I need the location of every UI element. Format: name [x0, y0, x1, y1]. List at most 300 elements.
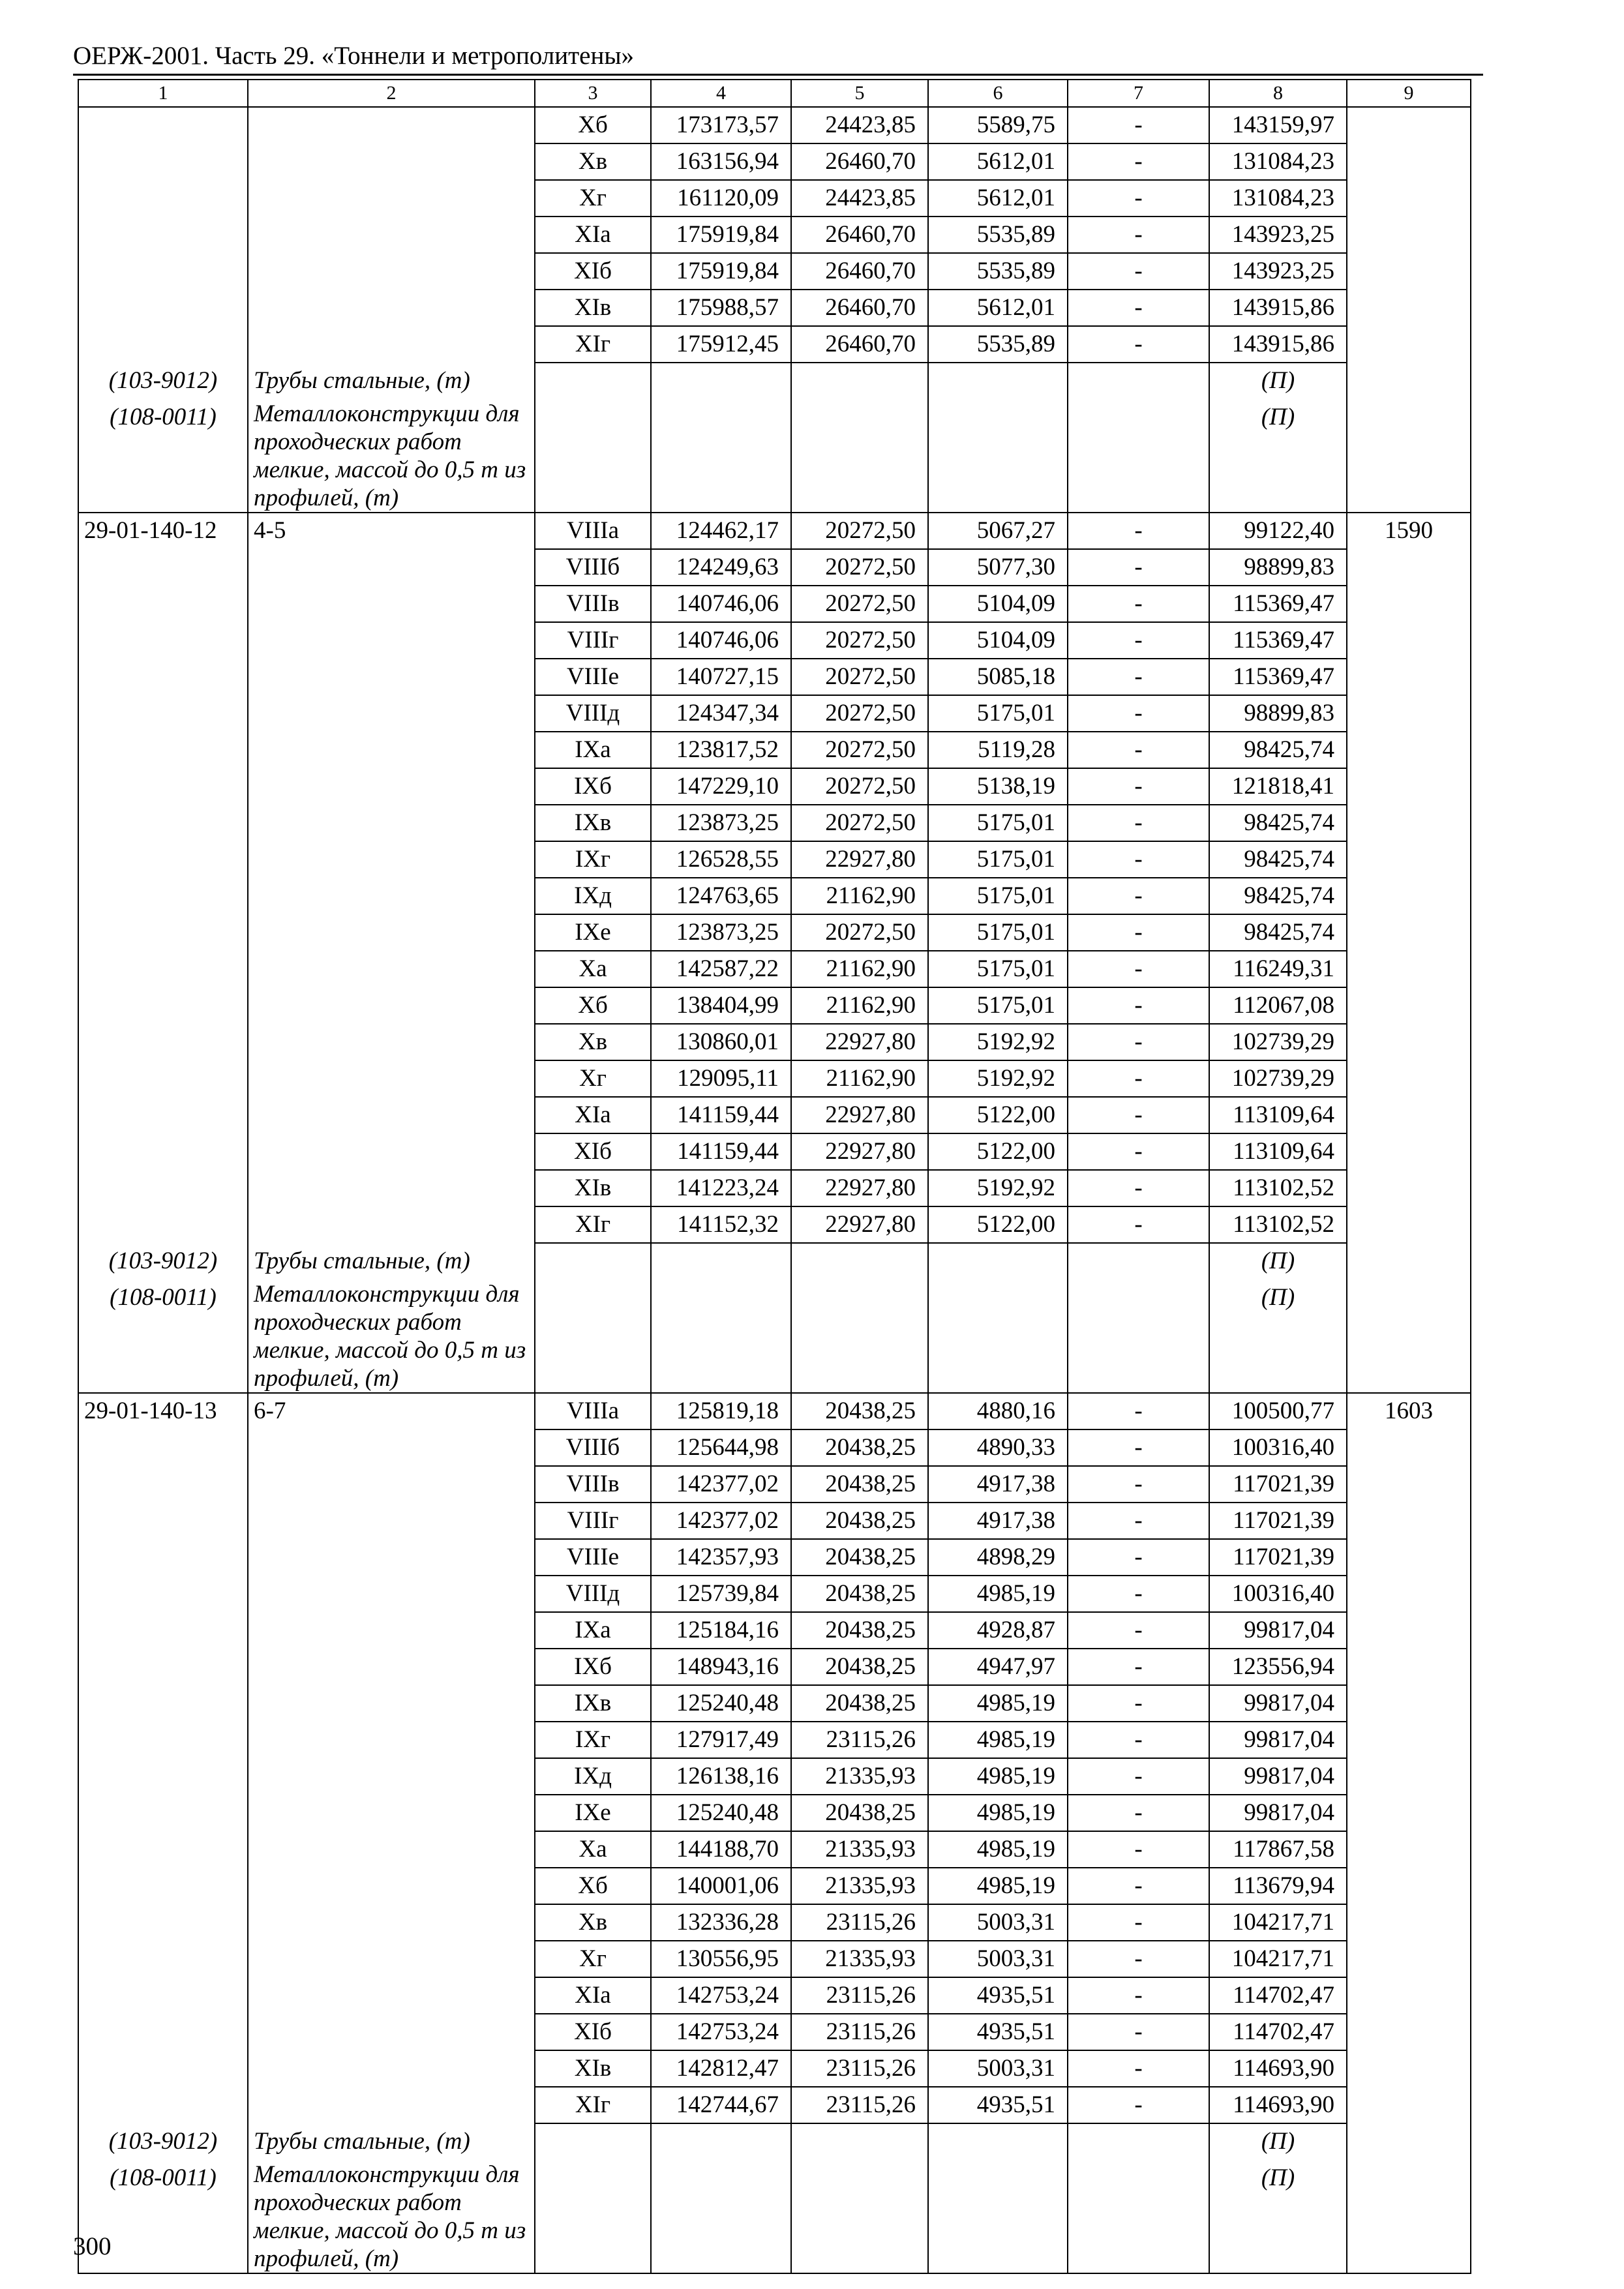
value-cell: 117021,39: [1209, 1466, 1347, 1503]
table-row: [78, 1576, 1471, 1612]
value-cell: 113102,52: [1209, 1170, 1347, 1206]
price-cell: [1347, 841, 1471, 878]
empty-cell: [928, 399, 1068, 513]
empty-cell: [1347, 2123, 1471, 2160]
value-cell: 23115,26: [791, 2014, 928, 2050]
page-title: ОЕРЖ-2001. Часть 29. «Тоннели и метрополитены»: [73, 42, 635, 70]
table-row: [78, 695, 1471, 732]
price-cell: [1347, 549, 1471, 586]
column-header: 9: [1347, 80, 1471, 107]
value-cell: 138404,99: [651, 987, 791, 1024]
value-cell: -: [1068, 1576, 1209, 1612]
category-cell: IXв: [535, 1685, 651, 1722]
value-cell: 21162,90: [791, 1060, 928, 1097]
price-cell: [1347, 1977, 1471, 2014]
empty-cell: [928, 2160, 1068, 2273]
value-cell: 130860,01: [651, 1024, 791, 1060]
value-cell: 26460,70: [791, 326, 928, 363]
value-cell: -: [1068, 1024, 1209, 1060]
value-cell: 148943,16: [651, 1649, 791, 1685]
param-cell: [248, 1170, 535, 1206]
code-cell: [78, 878, 248, 914]
value-cell: -: [1068, 253, 1209, 290]
category-cell: IXв: [535, 805, 651, 841]
value-cell: 142587,22: [651, 951, 791, 987]
code-cell: [78, 841, 248, 878]
value-cell: 114693,90: [1209, 2087, 1347, 2123]
code-cell: [78, 1429, 248, 1466]
column-header: 3: [535, 80, 651, 107]
price-cell: [1347, 1868, 1471, 1904]
value-cell: 21335,93: [791, 1831, 928, 1868]
price-cell: [1347, 1722, 1471, 1758]
price-cell: [1347, 1429, 1471, 1466]
code-cell: 29-01-140-13: [78, 1393, 248, 1429]
value-cell: 98899,83: [1209, 695, 1347, 732]
category-cell: IXе: [535, 1795, 651, 1831]
empty-cell: [928, 1279, 1068, 1393]
value-cell: 26460,70: [791, 253, 928, 290]
category-cell: Xг: [535, 1060, 651, 1097]
value-cell: 4947,97: [928, 1649, 1068, 1685]
price-cell: [1347, 217, 1471, 253]
param-cell: [248, 1024, 535, 1060]
value-cell: 142744,67: [651, 2087, 791, 2123]
value-cell: 21162,90: [791, 878, 928, 914]
code-cell: [78, 2087, 248, 2123]
param-cell: [248, 1133, 535, 1170]
empty-cell: [1347, 399, 1471, 513]
value-cell: -: [1068, 659, 1209, 695]
code-cell: [78, 1795, 248, 1831]
price-cell: [1347, 180, 1471, 217]
value-cell: 21162,90: [791, 951, 928, 987]
value-cell: 175988,57: [651, 290, 791, 326]
category-cell: XIг: [535, 326, 651, 363]
material-value-cell: (П): [1209, 363, 1347, 399]
param-cell: [248, 914, 535, 951]
empty-cell: [651, 2160, 791, 2273]
code-cell: [78, 2050, 248, 2087]
category-cell: IXг: [535, 1722, 651, 1758]
code-cell: [78, 290, 248, 326]
code-cell: [78, 143, 248, 180]
material-code-cell: (108-0011): [78, 399, 248, 513]
price-cell: [1347, 326, 1471, 363]
material-name-cell: Трубы стальные, (т): [248, 1243, 535, 1279]
value-cell: 20438,25: [791, 1429, 928, 1466]
code-cell: [78, 180, 248, 217]
empty-cell: [651, 2123, 791, 2160]
price-cell: [1347, 586, 1471, 622]
value-cell: 22927,80: [791, 1024, 928, 1060]
value-cell: 5535,89: [928, 326, 1068, 363]
param-cell: 4-5: [248, 513, 535, 549]
table-row: [78, 987, 1471, 1024]
value-cell: 20438,25: [791, 1539, 928, 1576]
code-cell: [78, 2014, 248, 2050]
category-cell: IXг: [535, 841, 651, 878]
value-cell: 20272,50: [791, 695, 928, 732]
price-cell: [1347, 1904, 1471, 1941]
value-cell: 115369,47: [1209, 622, 1347, 659]
value-cell: 113109,64: [1209, 1097, 1347, 1133]
value-cell: 113102,52: [1209, 1206, 1347, 1243]
value-cell: 163156,94: [651, 143, 791, 180]
param-cell: [248, 586, 535, 622]
page-number: 300: [73, 2232, 112, 2260]
code-cell: [78, 659, 248, 695]
value-cell: -: [1068, 2050, 1209, 2087]
param-cell: [248, 549, 535, 586]
value-cell: 142753,24: [651, 1977, 791, 2014]
category-cell: Xа: [535, 951, 651, 987]
value-cell: 21335,93: [791, 1868, 928, 1904]
empty-cell: [1347, 1279, 1471, 1393]
table-row: [78, 253, 1471, 290]
price-table: [78, 79, 1471, 2274]
table-row: [78, 290, 1471, 326]
param-cell: [248, 841, 535, 878]
material-name-cell: Трубы стальные, (т): [248, 363, 535, 399]
value-cell: 141159,44: [651, 1097, 791, 1133]
category-cell: XIв: [535, 1170, 651, 1206]
param-cell: [248, 1539, 535, 1576]
empty-cell: [928, 1243, 1068, 1279]
material-row: [78, 2160, 1471, 2273]
material-name-text: Металлоконструкции для проходческих работ мелкие, массой до 0,5 т из профилей, (т): [254, 400, 526, 511]
category-cell: Xг: [535, 1941, 651, 1977]
category-cell: Xа: [535, 1831, 651, 1868]
value-cell: 4935,51: [928, 1977, 1068, 2014]
table-row: [78, 326, 1471, 363]
value-cell: -: [1068, 805, 1209, 841]
value-cell: 117021,39: [1209, 1503, 1347, 1539]
value-cell: 143159,97: [1209, 107, 1347, 143]
table-row: [78, 1941, 1471, 1977]
price-cell: [1347, 622, 1471, 659]
table-row: [78, 107, 1471, 143]
category-cell: Xв: [535, 1024, 651, 1060]
table-row: [78, 180, 1471, 217]
table-row: [78, 513, 1471, 549]
empty-cell: [535, 1279, 651, 1393]
code-cell: [78, 695, 248, 732]
value-cell: -: [1068, 768, 1209, 805]
value-cell: -: [1068, 107, 1209, 143]
empty-cell: [651, 1243, 791, 1279]
value-cell: 4985,19: [928, 1795, 1068, 1831]
price-cell: [1347, 805, 1471, 841]
value-cell: 114702,47: [1209, 2014, 1347, 2050]
table-row: [78, 1466, 1471, 1503]
category-cell: XIб: [535, 253, 651, 290]
table-row: [78, 1612, 1471, 1649]
category-cell: VIIIг: [535, 622, 651, 659]
value-cell: -: [1068, 1429, 1209, 1466]
price-cell: [1347, 1024, 1471, 1060]
material-code-cell: (108-0011): [78, 1279, 248, 1393]
param-cell: [248, 1977, 535, 2014]
empty-cell: [1347, 2160, 1471, 2273]
value-cell: 4985,19: [928, 1758, 1068, 1795]
value-cell: 20438,25: [791, 1612, 928, 1649]
value-cell: 4985,19: [928, 1868, 1068, 1904]
value-cell: -: [1068, 1393, 1209, 1429]
value-cell: 142357,93: [651, 1539, 791, 1576]
param-cell: [248, 1831, 535, 1868]
value-cell: 5067,27: [928, 513, 1068, 549]
value-cell: -: [1068, 1795, 1209, 1831]
category-cell: Xб: [535, 987, 651, 1024]
price-cell: [1347, 253, 1471, 290]
value-cell: -: [1068, 326, 1209, 363]
material-code-cell: (108-0011): [78, 2160, 248, 2273]
value-cell: 5192,92: [928, 1170, 1068, 1206]
empty-cell: [651, 399, 791, 513]
value-cell: 4917,38: [928, 1466, 1068, 1503]
price-cell: [1347, 1649, 1471, 1685]
category-cell: IXб: [535, 768, 651, 805]
code-cell: [78, 1097, 248, 1133]
value-cell: 123873,25: [651, 805, 791, 841]
value-cell: 5104,09: [928, 622, 1068, 659]
empty-cell: [1068, 363, 1209, 399]
header-divider: [73, 74, 1483, 76]
code-cell: [78, 1941, 248, 1977]
price-cell: [1347, 1170, 1471, 1206]
table-row: [78, 1133, 1471, 1170]
value-cell: 5003,31: [928, 1941, 1068, 1977]
code-cell: [78, 768, 248, 805]
value-cell: 5119,28: [928, 732, 1068, 768]
value-cell: 130556,95: [651, 1941, 791, 1977]
category-cell: IXб: [535, 1649, 651, 1685]
table-row: [78, 659, 1471, 695]
value-cell: 20438,25: [791, 1503, 928, 1539]
table-row: [78, 1831, 1471, 1868]
value-cell: 125644,98: [651, 1429, 791, 1466]
table-row: [78, 143, 1471, 180]
price-cell: [1347, 914, 1471, 951]
price-cell: 1603: [1347, 1393, 1471, 1429]
code-cell: [78, 1503, 248, 1539]
value-cell: -: [1068, 1503, 1209, 1539]
value-cell: 175919,84: [651, 217, 791, 253]
value-cell: 140727,15: [651, 659, 791, 695]
value-cell: 127917,49: [651, 1722, 791, 1758]
value-cell: 114693,90: [1209, 2050, 1347, 2087]
param-cell: [248, 878, 535, 914]
value-cell: -: [1068, 1466, 1209, 1503]
empty-cell: [535, 399, 651, 513]
code-cell: [78, 1977, 248, 2014]
value-cell: 5589,75: [928, 107, 1068, 143]
empty-cell: [791, 2160, 928, 2273]
code-cell: [78, 253, 248, 290]
category-cell: Xб: [535, 107, 651, 143]
value-cell: 5122,00: [928, 1097, 1068, 1133]
category-cell: XIа: [535, 1977, 651, 2014]
table-row: [78, 914, 1471, 951]
code-cell: [78, 1722, 248, 1758]
param-cell: [248, 1685, 535, 1722]
param-cell: [248, 2014, 535, 2050]
param-cell: 6-7: [248, 1393, 535, 1429]
code-cell: [78, 1466, 248, 1503]
value-cell: -: [1068, 143, 1209, 180]
value-cell: 22927,80: [791, 1206, 928, 1243]
category-cell: XIв: [535, 2050, 651, 2087]
value-cell: -: [1068, 1977, 1209, 2014]
param-cell: [248, 1060, 535, 1097]
price-cell: [1347, 143, 1471, 180]
value-cell: 143923,25: [1209, 217, 1347, 253]
value-cell: 113109,64: [1209, 1133, 1347, 1170]
table-row: [78, 1429, 1471, 1466]
category-cell: XIб: [535, 2014, 651, 2050]
value-cell: -: [1068, 1831, 1209, 1868]
param-cell: [248, 1941, 535, 1977]
table-row: [78, 2014, 1471, 2050]
material-code-cell: (103-9012): [78, 2123, 248, 2160]
value-cell: -: [1068, 180, 1209, 217]
value-cell: -: [1068, 1612, 1209, 1649]
value-cell: 175912,45: [651, 326, 791, 363]
param-cell: [248, 732, 535, 768]
param-cell: [248, 1758, 535, 1795]
value-cell: 114702,47: [1209, 1977, 1347, 2014]
code-cell: [78, 586, 248, 622]
value-cell: 125184,16: [651, 1612, 791, 1649]
value-cell: 20272,50: [791, 622, 928, 659]
price-cell: [1347, 1539, 1471, 1576]
price-cell: [1347, 695, 1471, 732]
table-row: [78, 1685, 1471, 1722]
value-cell: 143915,86: [1209, 290, 1347, 326]
value-cell: 126138,16: [651, 1758, 791, 1795]
empty-cell: [1068, 399, 1209, 513]
value-cell: 5535,89: [928, 217, 1068, 253]
value-cell: 20272,50: [791, 732, 928, 768]
value-cell: 4985,19: [928, 1576, 1068, 1612]
value-cell: 4935,51: [928, 2014, 1068, 2050]
code-cell: [78, 987, 248, 1024]
param-cell: [248, 1429, 535, 1466]
table-row: [78, 1977, 1471, 2014]
value-cell: 113679,94: [1209, 1868, 1347, 1904]
value-cell: 5104,09: [928, 586, 1068, 622]
param-cell: [248, 326, 535, 363]
column-header: 2: [248, 80, 535, 107]
param-cell: [248, 2050, 535, 2087]
column-header: 4: [651, 80, 791, 107]
empty-cell: [1347, 363, 1471, 399]
empty-cell: [791, 1279, 928, 1393]
empty-cell: [651, 1279, 791, 1393]
category-cell: XIа: [535, 1097, 651, 1133]
table-row: [78, 1393, 1471, 1429]
value-cell: 5612,01: [928, 180, 1068, 217]
code-cell: [78, 1060, 248, 1097]
value-cell: 99817,04: [1209, 1612, 1347, 1649]
value-cell: 23115,26: [791, 1722, 928, 1758]
value-cell: 5122,00: [928, 1206, 1068, 1243]
empty-cell: [1068, 1243, 1209, 1279]
category-cell: VIIIб: [535, 1429, 651, 1466]
empty-cell: [535, 2160, 651, 2273]
category-cell: Xб: [535, 1868, 651, 1904]
param-cell: [248, 143, 535, 180]
value-cell: 98425,74: [1209, 732, 1347, 768]
value-cell: 24423,85: [791, 180, 928, 217]
code-cell: [78, 1576, 248, 1612]
value-cell: -: [1068, 1685, 1209, 1722]
value-cell: 175919,84: [651, 253, 791, 290]
value-cell: 5535,89: [928, 253, 1068, 290]
table-row: [78, 549, 1471, 586]
value-cell: -: [1068, 841, 1209, 878]
table-row: [78, 1539, 1471, 1576]
value-cell: 102739,29: [1209, 1060, 1347, 1097]
price-cell: [1347, 1685, 1471, 1722]
value-cell: 20272,50: [791, 586, 928, 622]
value-cell: 141152,32: [651, 1206, 791, 1243]
value-cell: -: [1068, 217, 1209, 253]
value-cell: 140746,06: [651, 586, 791, 622]
empty-cell: [791, 1243, 928, 1279]
value-cell: 5175,01: [928, 987, 1068, 1024]
category-cell: VIIIв: [535, 1466, 651, 1503]
empty-cell: [1068, 2160, 1209, 2273]
value-cell: 141159,44: [651, 1133, 791, 1170]
value-cell: -: [1068, 878, 1209, 914]
value-cell: 142377,02: [651, 1503, 791, 1539]
empty-cell: [535, 2123, 651, 2160]
material-code-cell: (103-9012): [78, 1243, 248, 1279]
code-cell: [78, 732, 248, 768]
value-cell: -: [1068, 513, 1209, 549]
code-cell: [78, 805, 248, 841]
value-cell: 125739,84: [651, 1576, 791, 1612]
param-cell: [248, 695, 535, 732]
material-value-cell: (П): [1209, 1279, 1347, 1393]
price-cell: [1347, 1060, 1471, 1097]
value-cell: 26460,70: [791, 290, 928, 326]
param-cell: [248, 1576, 535, 1612]
value-cell: 4985,19: [928, 1685, 1068, 1722]
value-cell: 115369,47: [1209, 659, 1347, 695]
value-cell: 131084,23: [1209, 143, 1347, 180]
value-cell: 5122,00: [928, 1133, 1068, 1170]
param-cell: [248, 1904, 535, 1941]
price-cell: [1347, 107, 1471, 143]
category-cell: Xв: [535, 143, 651, 180]
value-cell: 22927,80: [791, 841, 928, 878]
value-cell: 142377,02: [651, 1466, 791, 1503]
param-cell: [248, 622, 535, 659]
value-cell: 124249,63: [651, 549, 791, 586]
material-value-cell: (П): [1209, 2160, 1347, 2273]
empty-cell: [535, 363, 651, 399]
value-cell: 20272,50: [791, 659, 928, 695]
value-cell: 104217,71: [1209, 1904, 1347, 1941]
value-cell: -: [1068, 1133, 1209, 1170]
value-cell: 100316,40: [1209, 1429, 1347, 1466]
value-cell: 22927,80: [791, 1097, 928, 1133]
material-name-cell: [248, 399, 535, 513]
value-cell: 4880,16: [928, 1393, 1068, 1429]
